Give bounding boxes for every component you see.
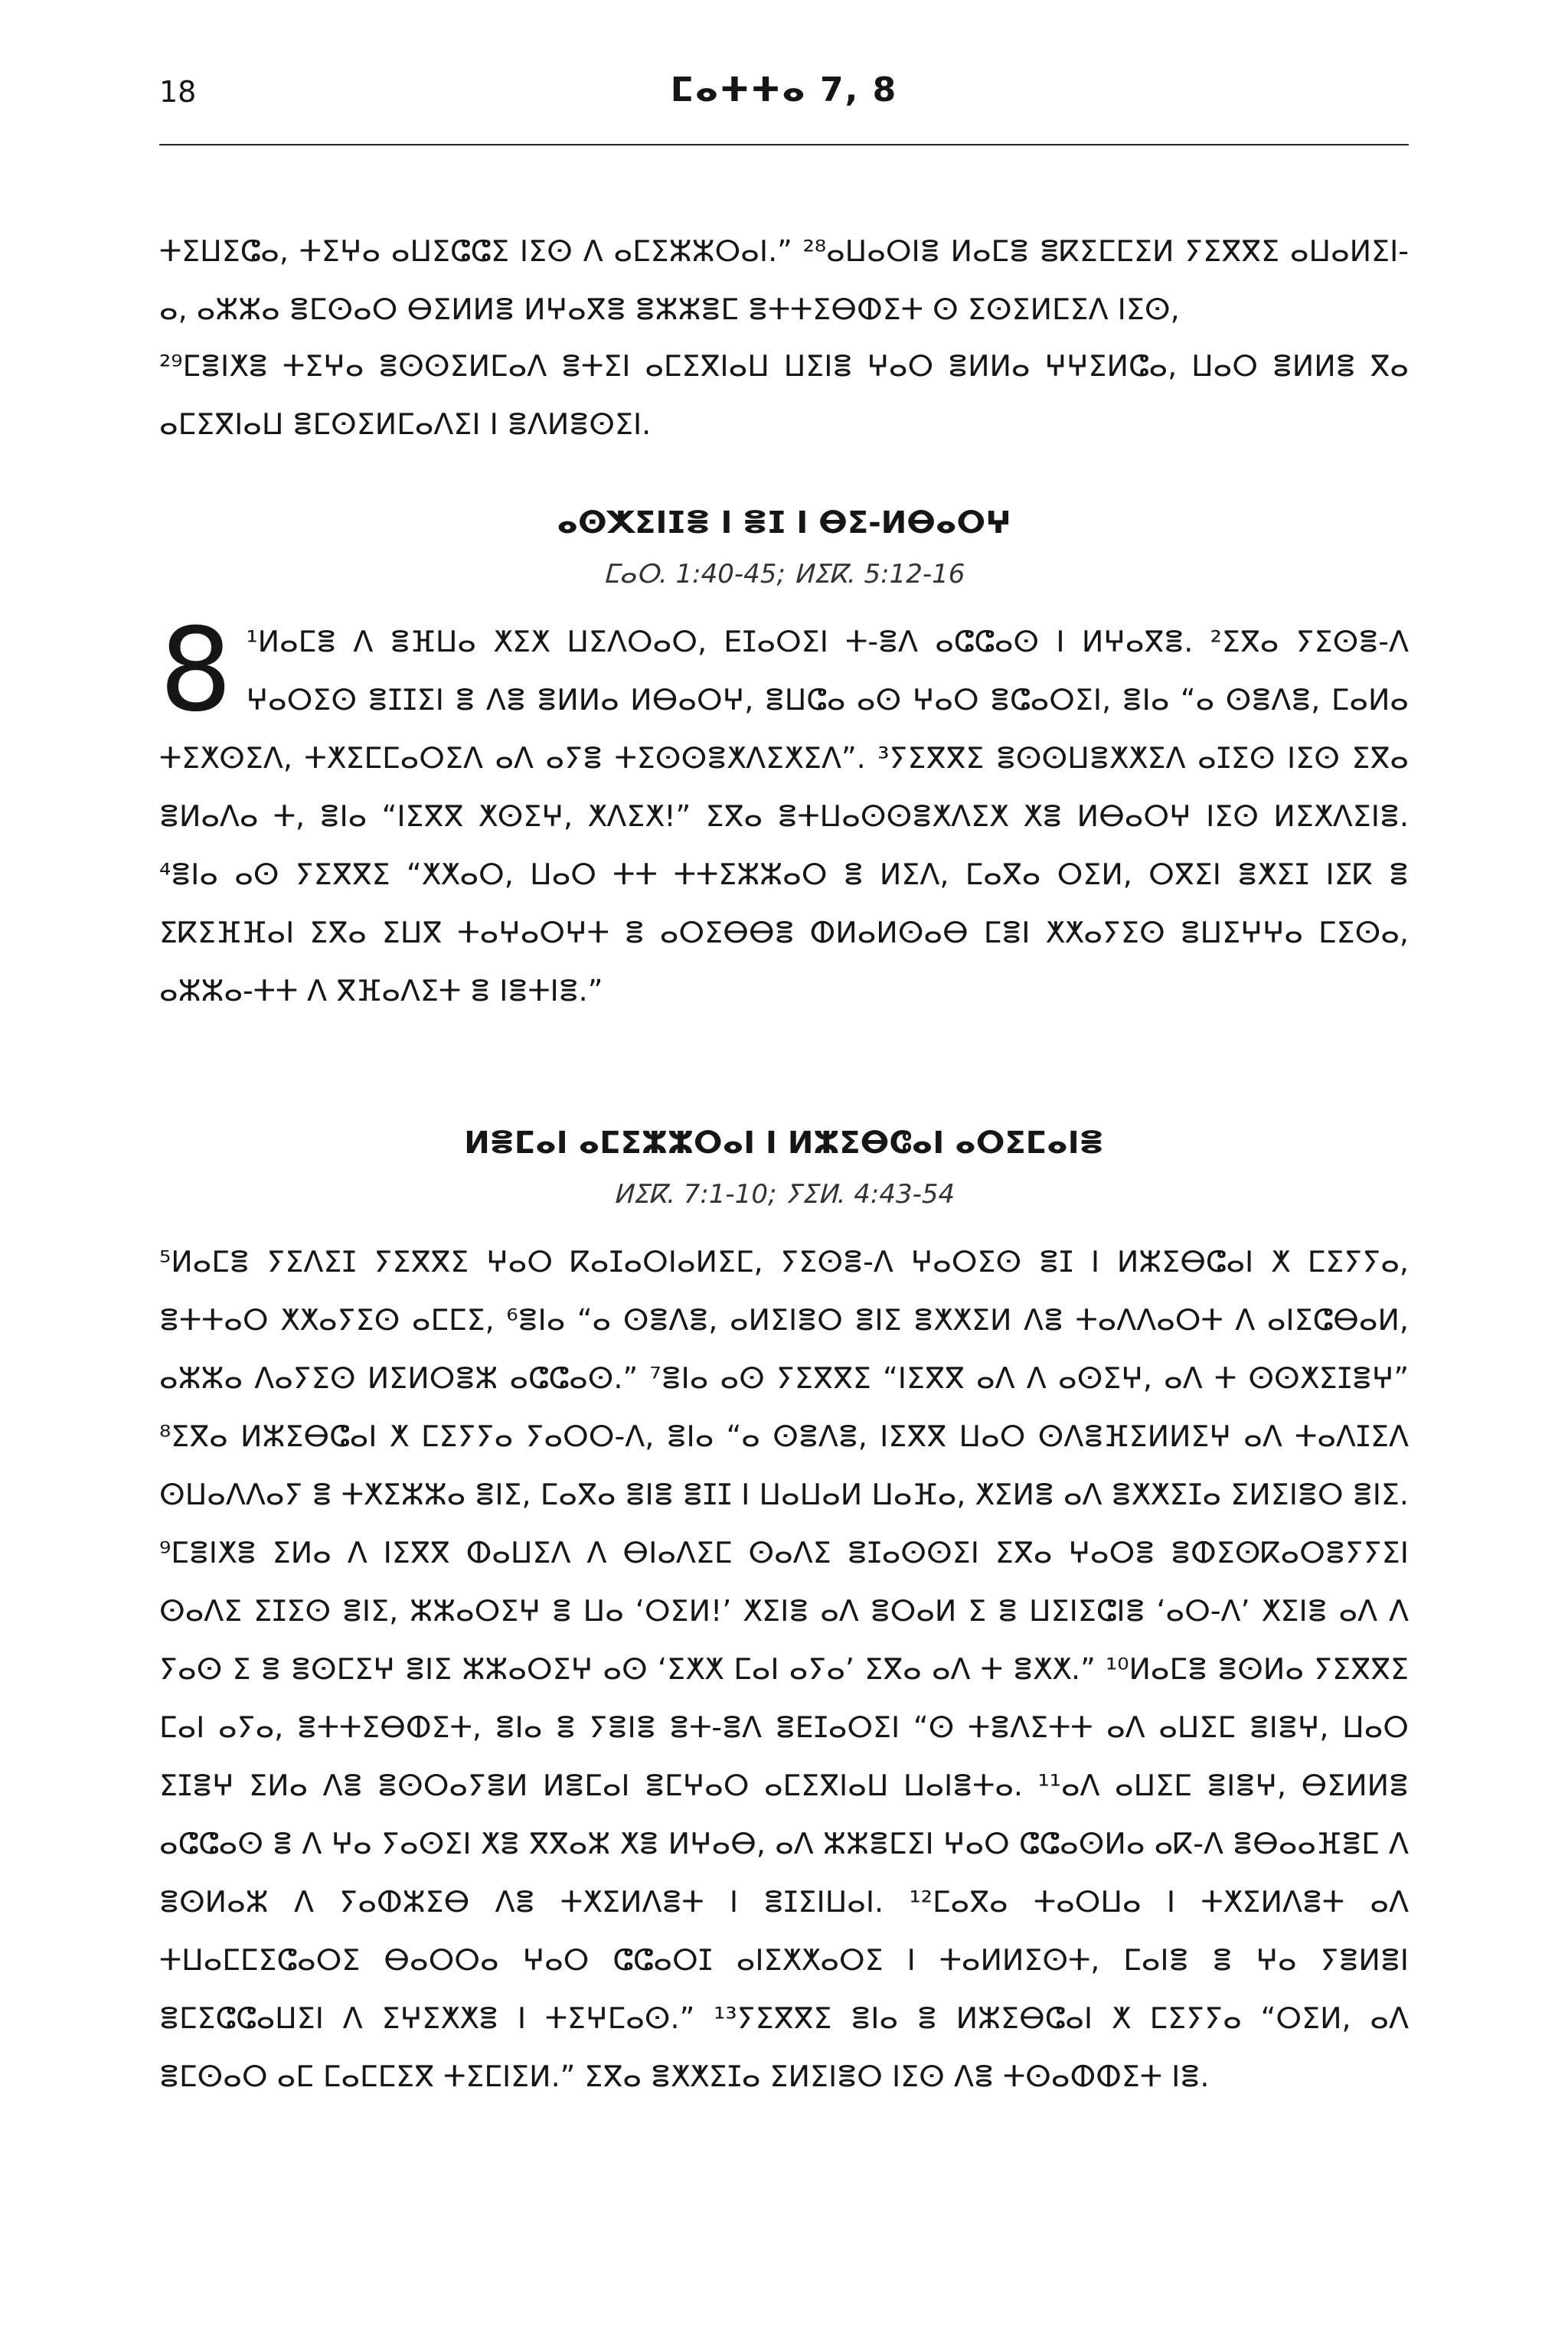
- paragraph-5: ⁵ⵍⴰⵎⴻ ⵢⵉⴷⵉⵊ ⵢⵉⴳⴳⵉ ⵖⴰⵔ ⴽⴰⵊⴰⵔⵏⴰⵍⵉⵎ, ⵢⵉⵙⴻ-ⴷ ⵖⴰⵔⵉⵙ ⴻⵊ ⵏ ⵍⵣⵉⴱⵛⴰⵏ ⵅ ⵎⵉⵢⵢⴰ, ⴻⵜⵜⴰⵔ ⵅⵅⴰⵢⵉⵙ ⴰⵎⵎⵉ, ⁶ⴻⵏⴰ “ⴰ ⵙⴻⴷⴻ, ⴰⵍⵉⵏⴻⵔ ⴻⵏⵉ ⴻⵅⵅⵉⵍ ⴷⴻ ⵜⴰⴷⴷⴰⵔⵜ ⴷ ⴰⵏⵉⵛⴱⴰⵍ, ⴰⵣⵣⴰ ⴷⴰⵢⵉⵙ ⵍⵉⵍⵔⴻⵣ ⴰⵛⵛⴰⵙ.” ⁷ⴻⵏⴰ ⴰⵙ ⵢⵉⴳⴳⵉ “ⵏⵉⴳⴳ ⴰⴷ ⴷ ⴰⵙⵉⵖ, ⴰⴷ ⵜ ⵙⵙⵅⵉⵊⴻⵖ” ⁸ⵉⴳⴰ ⵍⵣⵉⴱⵛⴰⵏ ⵅ ⵎⵉⵢⵢⴰ ⵢⴰⵔⵔ-ⴷ, ⴻⵏⴰ “ⴰ ⵙⴻⴷⴻ, ⵏⵉⴳⴳ ⵡⴰⵔ ⵙⴷⴻⴼⵉⵍⵍⵉⵖ ⴰⴷ ⵜⴰⴷⵊⵉⴷ ⵙⵡⴰⴷⴷⴰⵢ ⴻ ⵜⵅⵉⵣⵣⴰ ⴻⵏⵉ, ⵎⴰⴳⴰ ⴻⵏⴻ ⴻⵊⵊ ⵏ ⵡⴰⵡⴰⵍ ⵡⴰⴼⴰ, ⵅⵉⵍⴻ ⴰⴷ ⴻⵅⵅⵉⵊⴰ ⵉⵍⵉⵏⴻⵔ ⴻⵏⵉ. ⁹ⵎⴻⵏⵅⴻ ⵉⵍⴰ ⴷ ⵏⵉⴳⴳ ⵀⴰⵡⵉⴷ ⴷ ⴱⵏⴰⴷⵉⵎ ⵙⴰⴷⵉ ⴻⵊⴰⵙⵙⵉⵏ ⵉⴳⴰ ⵖⴰⵔⴻ ⴻⵀⵉⵙⴽⴰⵔⴻⵢⵢⵉⵏ ⵙⴰⴷⵉ ⵉⵊⵉⵙ ⴻⵏⵉ, ⵣⵣⴰⵔⵉⵖ ⴻ ⵡⴰ ‘ⵔⵉⵍ!’ ⵅⵉⵏⴻ ⴰⴷ ⴻⵔⴰⵍ ⵉ ⴻ ⵡⵉⵏⵉⵛⵏⴻ ‘ⴰⵔ-ⴷ’ ⵅⵉⵏⴻ ⴰⴷ ⴷ ⵢⴰⵙ ⵉ ⴻ ⴻⵙⵎⵉⵖ ⴻⵏⵉ ⵣⵣⴰⵔⵉⵖ ⴰⵙ ‘ⵉⵅⵅ ⵎⴰⵏ ⴰⵢⴰ’ ⵉⴳⴰ ⴰⴷ ⵜ ⴻⵅⵅ.” ¹⁰ⵍⴰⵎⴻ ⴻⵙⵍⴰ ⵢⵉⴳⴳⵉ ⵎⴰⵏ ⴰⵢⴰ, ⴻⵜⵜⵉⴱⵀⵉⵜ, ⴻⵏⴰ ⴻ ⵢⴻⵏⴻ ⴻⵜ-ⴻⴷ ⴻⴹⵊⴰⵔⵉⵏ “ⵙ ⵜⴻⴷⵉⵜⵜ ⴰⴷ ⴰⵡⵉⵎ ⴻⵏⴻⵖ, ⵡⴰⵔ ⵉⵊⴻⵖ ⵉⵍⴰ ⴷⴻ ⴻⵙⵔⴰⵢⴻⵍ ⵍⴻⵎⴰⵏ ⴻⵎⵖⴰⵔ ⴰⵎⵉⴳⵏⴰⵡ ⵡⴰⵏⴻⵜⴰ. ¹¹ⴰⴷ ⴰⵡⵉⵎ ⴻⵏⴻⵖ, ⴱⵉⵍⵍⴻ ⴰⵛⵛⴰⵙ ⴻ ⴷ ⵖⴰ ⵢⴰⵙⵉⵏ ⵅⴻ ⴳⴳⴰⵣ ⵅⴻ ⵍⵖⴰⴱ, ⴰⴷ ⵣⵣⴻⵎⵉⵏ ⵖⴰⵔ ⵛⵛⴰⵙⵍⴰ ⴰⴽ-ⴷ ⴻⴱⴰⴰⴼⴻⵎ ⴷ ⴻⵙⵍⴰⵣ ⴷ ⵢⴰⵀⵣⵉⴱ ⴷⴻ ⵜⵅⵉⵍⴷⴻⵜ ⵏ ⴻⵊⵉⵏⵡⴰⵏ. ¹²ⵎⴰⴳⴰ ⵜⴰⵔⵡⴰ ⵏ ⵜⵅⵉⵍⴷⴻⵜ ⴰⴷ ⵜⵡⴰⵎⵎⵉⵛⴰⵔⵉ ⴱⴰⵔⵔⴰ ⵖⴰⵔ ⵛⵛⴰⵔⵊ ⴰⵏⵉⵅⵅⴰⵔⵉ ⵏ ⵜⴰⵍⵍⵉⵙⵜ, ⵎⴰⵏⴻ ⴻ ⵖⴰ ⵢⴻⵍⴻⵏ ⴻⵎⵉⵛⵛⴰⵡⵉⵏ ⴷ ⵉⵖⵉⵅⵅⴻ ⵏ ⵜⵉⵖⵎⴰⵙ.” ¹³ⵢⵉⴳⴳⵉ ⴻⵏⴰ ⴻ ⵍⵣⵉⴱⵛⴰⵏ ⵅ ⵎⵉⵢⵢⴰ “ⵔⵉⵍ, ⴰⴷ ⴻⵎⵙⴰⵔ ⴰⵎ ⵎⴰⵎⵎⵉⴳ ⵜⵉⵎⵏⵉⵍ.” ⵉⴳⴰ ⴻⵅⵅⵉⵊⴰ ⵉⵍⵉⵏⴻⵔ ⵏⵉⵙ ⴷⴻ ⵜⵙⴰⵀⵀⵉⵜ ⵏⴻ.: [159, 1245, 1409, 2093]
- header-rule: [159, 144, 1409, 145]
- section-reference: ⵍⵉⴽ. 7:1-10; ⵢⵉⵍ. 4:43-54: [612, 1179, 956, 1210]
- paragraph-29: ²⁹ⵎⴻⵏⵅⴻ ⵜⵉⵖⴰ ⴻⵙⵙⵉⵍⵎⴰⴷ ⴻⵜⵉⵏ ⴰⵎⵉⴳⵏⴰⵡ ⵡⵉⵏⴻ ⵖⴰⵔ ⴻⵍⵍⴰ ⵖⵖⵉⵍⵛⴰ, ⵡⴰⵔ ⴻⵍⵍⴻ ⴳⴰ ⴰⵎⵉⴳⵏⴰⵡ ⴻⵎⵙⵉⵍⵎⴰⴷⵉⵏ ⵏ ⴻⴷⵍⴻⵙⵉⵏ.: [159, 349, 1409, 441]
- page-number: 18: [159, 75, 197, 109]
- section-reference: ⵎⴰⵔ. 1:40-45; ⵍⵉⴽ. 5:12-16: [603, 559, 965, 590]
- section-heading: ⴰⵙⵅⵉⵏⵊⴻ ⵏ ⴻⵊ ⵏ ⴱⵉ-ⵍⴱⴰⵔⵖ: [557, 505, 1011, 541]
- section-heading: ⵍⴻⵎⴰⵏ ⴰⵎⵉⵣⵣⵔⴰⵏ ⵏ ⵍⵣⵉⴱⵛⴰⵏ ⴰⵔⵉⵎⴰⵏⴻ: [464, 1125, 1104, 1161]
- chapter-number: 8: [159, 604, 233, 737]
- running-title: ⵎⴰⵜⵜⴰ 7, 8: [670, 70, 898, 109]
- page-header: [159, 70, 1409, 124]
- paragraph-text: ¹ⵍⴰⵎⴻ ⴷ ⴻⴼⵡⴰ ⵅⵉⵅ ⵡⵉⴷⵔⴰⵔ, ⴹⵊⴰⵔⵉⵏ ⵜ-ⴻⴷ ⴰⵛⵛⴰⵙ ⵏ ⵍⵖⴰⴳⴻ. ²ⵉⴳⴰ ⵢⵉⵙⴻ-ⴷ ⵖⴰⵔⵉⵙ ⴻⵊⵊⵉⵏ ⴻ ⴷⴻ ⴻⵍⵍⴰ ⵍⴱⴰⵔⵖ, ⴻⵡⵛⴰ ⴰⵙ ⵖⴰⵔ ⴻⵛⴰⵔⵉⵏ, ⴻⵏⴰ “ⴰ ⵙⴻⴷⴻ, ⵎⴰⵍⴰ ⵜⵉⵅⵙⵉⴷ, ⵜⵅⵉⵎⵎⴰⵔⵉⴷ ⴰⴷ ⴰⵢⴻ ⵜⵉⵙⵙⴻⵅⴷⵉⵅⵉⴷ”. ³ⵢⵉⴳⴳⵉ ⴻⵙⵙⵡⴻⵅⵅⵉⴷ ⴰⵊⵉⵙ ⵏⵉⵙ ⵉⴳⴰ ⴻⵍⴰⴷⴰ ⵜ, ⴻⵏⴰ “ⵏⵉⴳⴳ ⵅⵙⵉⵖ, ⵅⴷⵉⵅ!” ⵉⴳⴰ ⴻⵜⵡⴰⵙⵙⴻⵅⴷⵉⵅ ⵅⴻ ⵍⴱⴰⵔⵖ ⵏⵉⵙ ⵍⵉⵅⴷⵉⵏⴻ. ⁴ⴻⵏⴰ ⴰⵙ ⵢⵉⴳⴳⵉ “ⵅⵅⴰⵔ, ⵡⴰⵔ ⵜⵜ ⵜⵜⵉⵣⵣⴰⵔ ⴻ ⵍⵉⴷ, ⵎⴰⴳⴰ ⵔⵉⵍ, ⵔⴳⵉⵏ ⴻⵅⵉⵊ ⵏⵉⴽ ⴻ ⵉⴽⵉⴼⴼⴰⵏ ⵉⴳⴰ ⵉⵡⴳ ⵜⴰⵖⴰⵔⵖⵜ ⴻ ⴰⵔⵉⴱⴱⴻ ⵀⵍⴰⵍⵙⴰⴱ ⵎⴻⵏ ⵅⵅⴰⵢⵉⵙ ⴻⵡⵉⵖⵖⴰ ⵎⵉⵙⴰ, ⴰⵣⵣⴰ-ⵜⵜ ⴷ ⴳⴼⴰⴷⵉⵜ ⴻ ⵏⴻⵜⵏⴻ.”: [159, 625, 1409, 1008]
- paragraph-continuation: ⵜⵉⵡⵉⵛⴰ, ⵜⵉⵖⴰ ⴰⵡⵉⵛⵛⵉ ⵏⵉⵙ ⴷ ⴰⵎⵉⵣⵣⵔⴰⵏ.” ²⁸ⴰⵡⴰⵔⵏⴻ ⵍⴰⵎⴻ ⴻⴽⵉⵎⵎⵉⵍ ⵢⵉⴳⴳⵉ ⴰⵡⴰⵍⵉⵏ-ⴰ, ⴰⵣⵣⴰ ⴻⵎⵙⴰⵔ ⴱⵉⵍⵍⴻ ⵍⵖⴰⴳⴻ ⴻⵣⵣⴻⵎ ⴻⵜⵜⵉⴱⵀⵉⵜ ⵙ ⵉⵙⵉⵍⵎⵉⴷ ⵏⵉⵙ,: [159, 234, 1409, 326]
- chapter-paragraph: [159, 604, 1409, 1020]
